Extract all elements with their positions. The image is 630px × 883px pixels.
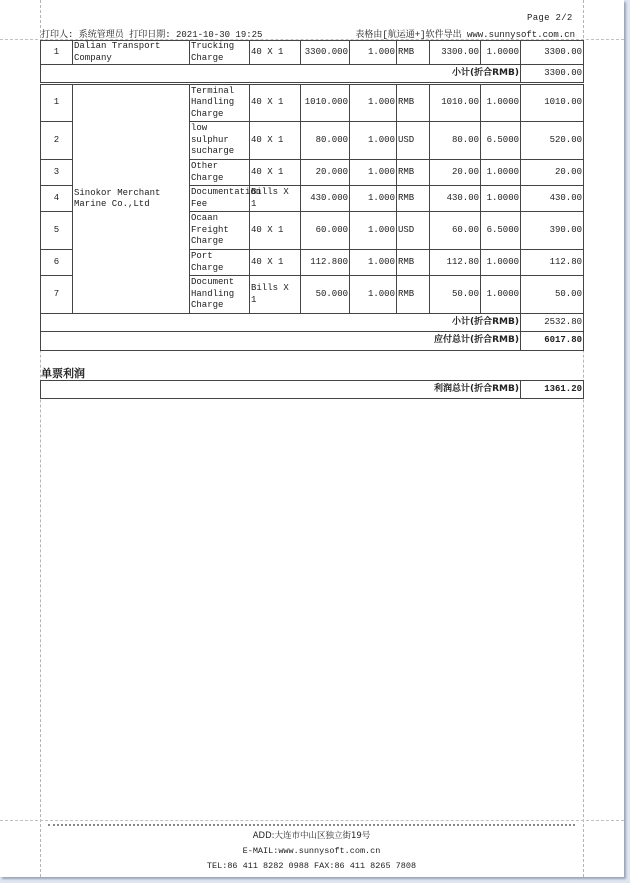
payable-total-label: 应付总计(折合RMB) <box>41 332 521 351</box>
row-no: 1 <box>41 41 73 65</box>
currency: USD <box>397 212 430 250</box>
currency: RMB <box>397 276 430 314</box>
footer-margin-guide <box>0 820 624 821</box>
exchange-rate: 6.5000 <box>481 212 521 250</box>
unit: Bills X 1 <box>250 186 301 212</box>
charge-name: Documentation Fee <box>190 186 250 212</box>
unit: 40 X 1 <box>250 122 301 160</box>
unit: 40 X 1 <box>250 160 301 186</box>
amount: 3300.00 <box>430 41 481 65</box>
row-no: 6 <box>41 250 73 276</box>
currency: USD <box>397 122 430 160</box>
row-no: 3 <box>41 160 73 186</box>
row-no: 2 <box>41 122 73 160</box>
printer-info: 打印人: 系统管理员 打印日期: 2021-10-30 19:25 <box>41 30 263 40</box>
exchange-rate: 1.0000 <box>481 276 521 314</box>
charge-name: Trucking Charge <box>190 41 250 65</box>
unit-price: 1010.000 <box>301 85 350 122</box>
unit: Bills X 1 <box>250 276 301 314</box>
rmb-amount: 3300.00 <box>521 41 584 65</box>
footer-email: E-MAIL:www.sunnysoft.com.cn <box>242 846 381 856</box>
export-info: 表格由[航运通+]软件导出 www.sunnysoft.com.cn <box>355 30 575 40</box>
profit-total-label: 利润总计(折合RMB) <box>41 381 521 399</box>
quantity: 1.000 <box>350 41 397 65</box>
unit-price: 60.000 <box>301 212 350 250</box>
exchange-rate: 1.0000 <box>481 41 521 65</box>
footer-address: ADD:大连市中山区独立街19号 <box>252 831 371 841</box>
unit: 40 X 1 <box>250 85 301 122</box>
company-name: Sinokor Merchant Marine Co.,Ltd <box>73 85 190 314</box>
rmb-amount: 1010.00 <box>521 85 584 122</box>
quantity: 1.000 <box>350 250 397 276</box>
amount: 80.00 <box>430 122 481 160</box>
currency: RMB <box>397 250 430 276</box>
unit: 40 X 1 <box>250 212 301 250</box>
unit: 40 X 1 <box>250 250 301 276</box>
payable-total-row <box>41 332 584 351</box>
charge-name: low sulphur sucharge <box>190 122 250 160</box>
quantity: 1.000 <box>350 276 397 314</box>
quantity: 1.000 <box>350 160 397 186</box>
quantity: 1.000 <box>350 122 397 160</box>
unit: 40 X 1 <box>250 41 301 65</box>
amount: 430.00 <box>430 186 481 212</box>
unit-price: 80.000 <box>301 122 350 160</box>
footer-phone: TEL:86 411 8282 0988 FAX:86 411 8265 7808 <box>206 861 417 871</box>
quantity: 1.000 <box>350 85 397 122</box>
unit-price: 20.000 <box>301 160 350 186</box>
currency: RMB <box>397 85 430 122</box>
profit-total-row <box>41 381 584 399</box>
row-no: 5 <box>41 212 73 250</box>
amount: 60.00 <box>430 212 481 250</box>
currency: RMB <box>397 186 430 212</box>
amount: 1010.00 <box>430 85 481 122</box>
rmb-amount: 390.00 <box>521 212 584 250</box>
exchange-rate: 1.0000 <box>481 250 521 276</box>
profit-total-value: 1361.20 <box>521 381 584 399</box>
unit-price: 430.000 <box>301 186 350 212</box>
row-no: 1 <box>41 85 73 122</box>
profit-section-title: 单票利润 <box>41 367 85 380</box>
quantity: 1.000 <box>350 186 397 212</box>
profit-table <box>40 380 584 399</box>
exchange-rate: 1.0000 <box>481 160 521 186</box>
footer-divider <box>48 824 575 826</box>
charge-name: Ocaan Freight Charge <box>190 212 250 250</box>
exchange-rate: 1.0000 <box>481 85 521 122</box>
table-row <box>41 41 584 65</box>
rmb-amount: 112.80 <box>521 250 584 276</box>
currency: RMB <box>397 41 430 65</box>
currency: RMB <box>397 160 430 186</box>
amount: 20.00 <box>430 160 481 186</box>
amount: 112.80 <box>430 250 481 276</box>
subtotal-label: 小计(折合RMB) <box>41 314 521 332</box>
charge-name: Other Charge <box>190 160 250 186</box>
rmb-amount: 20.00 <box>521 160 584 186</box>
subtotal-value: 2532.80 <box>521 314 584 332</box>
subtotal-value: 3300.00 <box>521 65 584 83</box>
rmb-amount: 430.00 <box>521 186 584 212</box>
exchange-rate: 1.0000 <box>481 186 521 212</box>
unit-price: 50.000 <box>301 276 350 314</box>
rmb-amount: 520.00 <box>521 122 584 160</box>
subtotal-row <box>41 65 584 83</box>
row-no: 7 <box>41 276 73 314</box>
charges-table-group1 <box>40 40 584 83</box>
company-name: Dalian Transport Company <box>73 41 190 65</box>
unit-price: 112.800 <box>301 250 350 276</box>
charge-name: Terminal Handling Charge <box>190 85 250 122</box>
exchange-rate: 6.5000 <box>481 122 521 160</box>
charges-table-group2 <box>40 84 584 351</box>
table-row <box>41 85 584 122</box>
charge-name: Document Handling Charge <box>190 276 250 314</box>
row-no: 4 <box>41 186 73 212</box>
subtotal-row <box>41 314 584 332</box>
unit-price: 3300.000 <box>301 41 350 65</box>
amount: 50.00 <box>430 276 481 314</box>
charge-name: Port Charge <box>190 250 250 276</box>
payable-total-value: 6017.80 <box>521 332 584 351</box>
page-number: Page 2/2 <box>527 13 573 23</box>
quantity: 1.000 <box>350 212 397 250</box>
subtotal-label: 小计(折合RMB) <box>41 65 521 83</box>
rmb-amount: 50.00 <box>521 276 584 314</box>
